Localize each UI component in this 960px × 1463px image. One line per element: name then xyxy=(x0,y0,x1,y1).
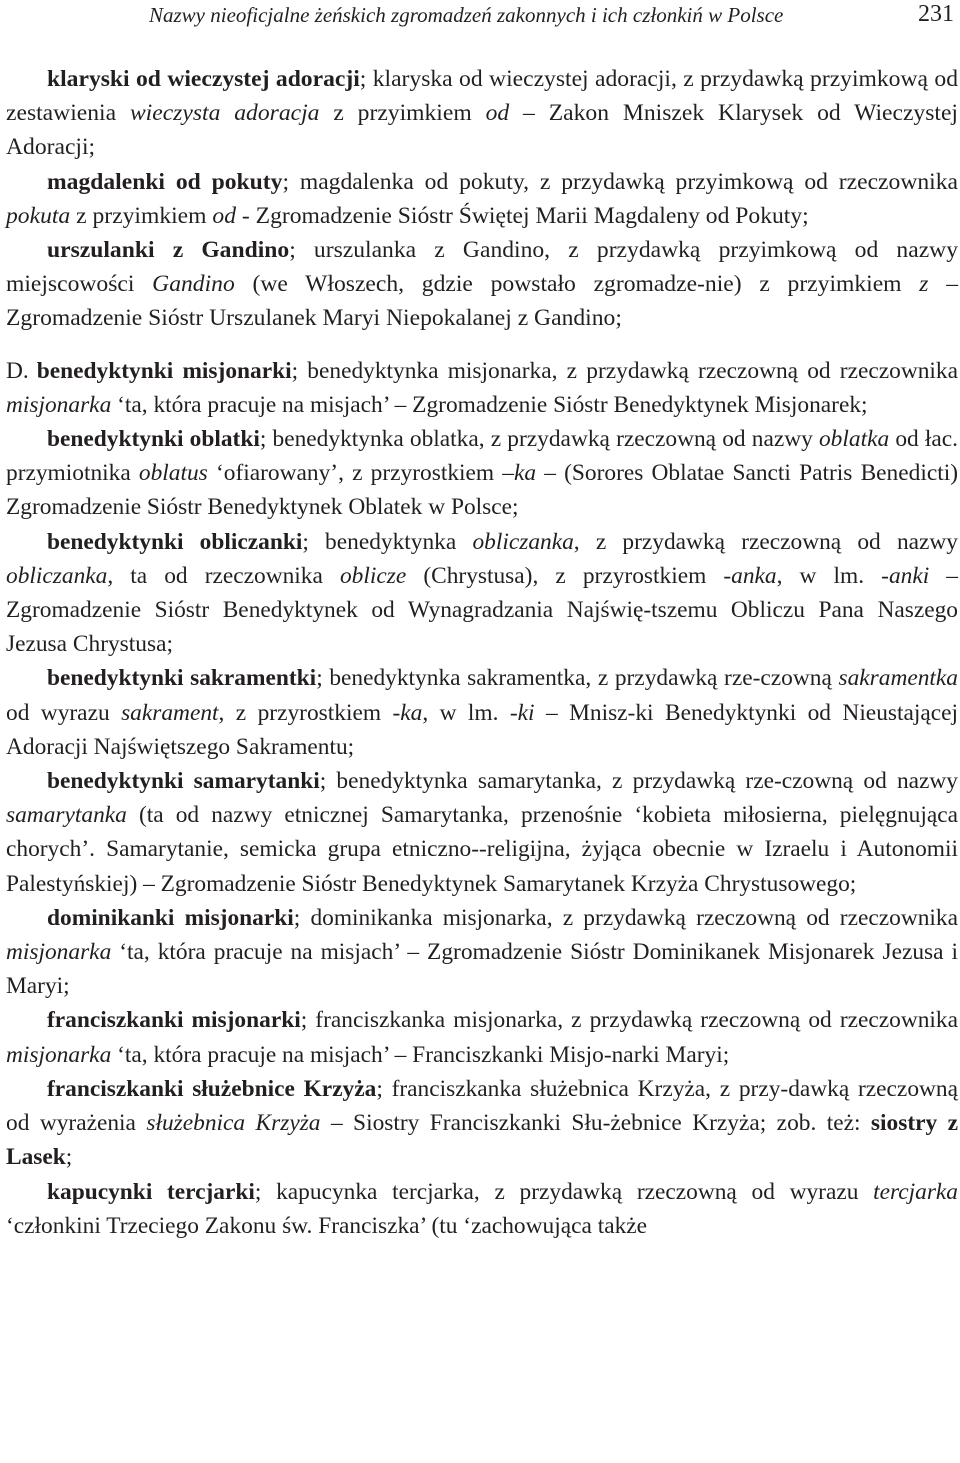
entry-headword: franciszkanki służebnice Krzyża xyxy=(47,1075,377,1102)
entry-headword: dominikanki misjonarki xyxy=(47,904,294,931)
entry-headword: benedyktynki sakramentki xyxy=(47,665,317,692)
entry-benedyktynki-sakramentki: benedyktynki sakramentki; benedyktynka sakramentka, z przydawką rze-czowną sakramentka od wyrazu sakrament, z przyrostkiem -ka, w lm. -ki – Mnisz-ki Benedyktynki od Nieustającej Adoracji Najświętszego Sakramentu; xyxy=(6,665,959,760)
cross-reference: siostry z Lasek xyxy=(6,1110,958,1171)
entry-headword: klaryski od wieczystej adoracji xyxy=(47,66,360,92)
entry-franciszkanki-misjonarki: franciszkanki misjonarki; franciszkanka misjonarka, z przydawką rzeczowną od rzeczownika misjonarka ‘ta, która pracuje na misjach’ – Franciszkanki Misjo-narki Maryi; xyxy=(6,1007,958,1068)
section-gap xyxy=(6,336,958,354)
page-number: 231 xyxy=(918,1,954,27)
entry-klaryski: klaryski od wieczystej adoracji; klaryska od wieczystej adoracji, z przydawką przyimkową od zestawienia wieczysta adoracja z przyimkiem od – Zakon Mniszek Klarysek od Wieczystej Adoracji; xyxy=(6,66,958,161)
entry-franciszkanki-sluzebnice: franciszkanki służebnice Krzyża; franciszkanka służebnica Krzyża, z przy-dawką rzeczowną od wyrażenia służebnica Krzyża – Siostry Franciszkanki Słu-żebnice Krzyża; zob. też: siostry z Lasek; xyxy=(6,1075,958,1171)
entry-urszulanki: urszulanki z Gandino; urszulanka z Gandino, z przydawką przyimkową od nazwy miejscowości Gandino (we Włoszech, gdzie powstało zgromadze-nie) z przyimkiem z – Zgromadzenie Sióstr Urszulanek Maryi Niepokalanej z Gandino; xyxy=(6,237,959,332)
entry-benedyktynki-obliczanki: benedyktynki obliczanki; benedyktynka obliczanka, z przydawką rzeczowną od nazwy obliczanka, ta od rzeczownika oblicze (Chrystusa), z przyrostkiem -anka, w lm. -anki – Zgromadzenie Sióstr Benedyktynek od Wynagradzania Najświę-tszemu Obliczu Pana Naszego Jezusa Chrystusa; xyxy=(6,528,958,658)
entry-headword: benedyktynki oblatki xyxy=(47,426,260,453)
entry-benedyktynki-samarytanki: benedyktynki samarytanki; benedyktynka samarytanka, z przydawką rze-czowną od nazwy samarytanka (ta od nazwy etnicznej Samarytanka, przenośnie ‘kobieta miłosierna, pielęgnująca chorych’. Samarytanie, semicka grupa etniczno--religijna, żyjąca obecnie w Izraelu i Autonomii Palestyńskiej) – Zgromadzenie Sióstr Benedyktynek Samarytanek Krzyża Chrystusowego; xyxy=(6,768,958,897)
entry-benedyktynki-misjonarki: D. benedyktynki misjonarki; benedyktynka misjonarka, z przydawką rzeczowną od rzeczownika misjonarka ‘ta, która pracuje na misjach’ – Zgromadzenie Sióstr Benedyktynek Misjonarek; xyxy=(6,357,958,418)
entry-kapucynki-tercjarki: kapucynki tercjarki; kapucynka tercjarka, z przydawką rzeczowną od wyrazu tercjarka ‘członkini Trzeciego Zakonu św. Franciszka’ (tu ‘zachowująca także xyxy=(6,1178,958,1239)
entry-benedyktynki-oblatki: benedyktynki oblatki; benedyktynka oblatka, z przydawką rzeczowną od nazwy oblatka od łac. przymiotnika oblatus ‘ofiarowany’, z przyrostkiem –ka – (Sorores Oblatae Sancti Patris Benedicti) Zgromadzenie Sióstr Benedyktynek Oblatek w Polsce; xyxy=(6,426,958,521)
entry-headword: benedyktynki samarytanki xyxy=(47,768,320,795)
entry-headword: benedyktynki misjonarki xyxy=(36,357,292,384)
entry-headword: magdalenki od pokuty xyxy=(47,168,283,195)
running-head: Nazwy nieoficjalne żeńskich zgromadzeń zakonnych i ich członkiń w Polsce xyxy=(149,3,784,27)
entry-headword: kapucynki tercjarki xyxy=(47,1178,255,1205)
document-body xyxy=(6,62,958,1243)
entry-headword: urszulanki z Gandino xyxy=(47,237,290,264)
page-header xyxy=(0,0,960,34)
entry-headword: franciszkanki misjonarki xyxy=(47,1007,301,1034)
entry-dominikanki-misjonarki: dominikanki misjonarki; dominikanka misjonarka, z przydawką rzeczowną od rzeczownika misjonarka ‘ta, która pracuje na misjach’ – Zgromadzenie Sióstr Dominikanek Misjonarek Jezusa i Maryi; xyxy=(6,904,958,1000)
section-marker: D. xyxy=(6,357,29,384)
entry-magdalenki: magdalenki od pokuty; magdalenka od pokuty, z przydawką przyimkową od rzeczownika pokuta z przyimkiem od - Zgromadzenie Sióstr Świętej Marii Magdaleny od Pokuty; xyxy=(6,168,958,229)
entry-headword: benedyktynki obliczanki xyxy=(47,528,303,555)
